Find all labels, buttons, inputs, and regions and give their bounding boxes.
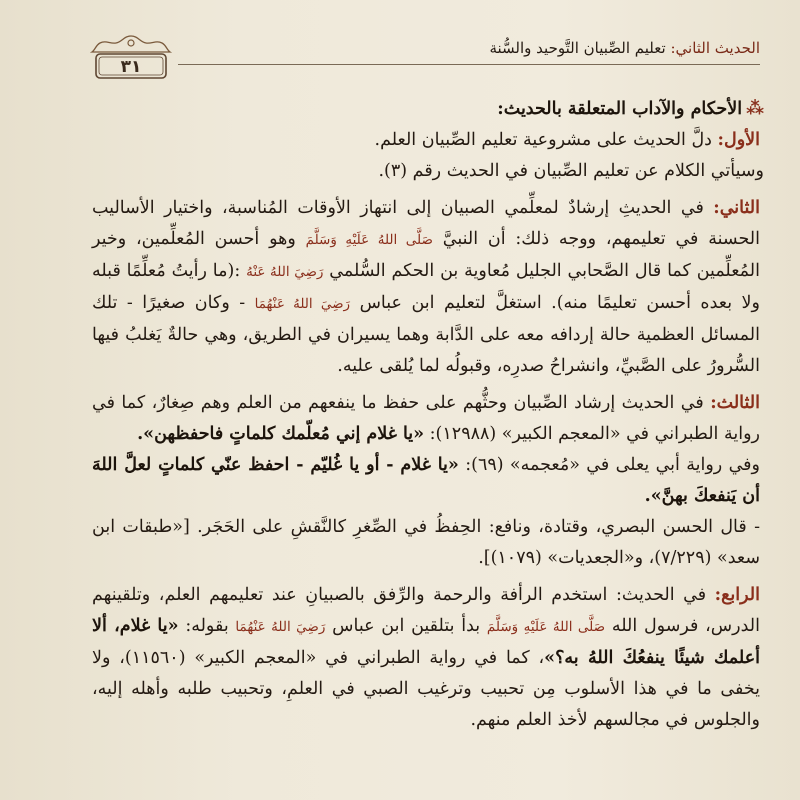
asterism-icon: ⁂	[746, 99, 764, 119]
point-third-text-a: في الحديث إرشاد الصِّبيان وحثُّهم على حفظ ما ينفعهم من العلم وهم صِغارٌ، كما في رواية الطبراني في «المعجم الكبير» (١٢٩٨٨):	[92, 393, 760, 444]
hadith-quote-1: «يا غلام إني مُعلّمك كلماتٍ فاحفظهن».	[137, 424, 425, 444]
point-fourth-text-d: ، كما في رواية الطبراني في «المعجم الكبير» (١١٥٦٠)، ولا يخفى ما في هذا الأسلوب مِن تحبيب وترغيب الصبي في العلمِ، وتحبيب طلبه وأهله إليه، والجلوس في مجالسهم لأخذ العلم منهم.	[92, 648, 760, 730]
point-first-text: دلَّ الحديث على مشروعية تعليم الصِّبيان العلم.	[374, 130, 712, 150]
hadith-quote-2: «يا غلام - أو يا غُليّم - احفظ عنّي كلماتٍ لعلَّ اللهَ أن يَنفعكَ بهنَّ».	[92, 455, 760, 506]
section-heading	[92, 94, 764, 125]
point-second-text-c: :(ما رأيتُ مُعلِّمًا قبله ولا بعده أحسن تعليمًا منه). استغلَّ لتعليم ابن عباس	[92, 261, 760, 313]
point-second-label: الثاني:	[713, 198, 760, 218]
header-title-label: الحديث الثاني:	[670, 39, 760, 57]
point-third	[92, 388, 764, 450]
section-heading-text: الأحكام والآداب المتعلقة بالحديث:	[497, 99, 743, 119]
point-third-label: الثالث:	[710, 393, 760, 413]
point-second-text-d: - وكان صغيرًا - تلك المسائل العظمية حالة إردافه معه على الدَّابة وهما يسيران في الطريق، وهي حالةٌ يَغلبُ فيها السُّرورُ على الصَّبيِّ، وانشراحُ صدرِه، وقبولُه لما يُلقى عليه.	[92, 293, 760, 376]
honorific-2: رَضِيَ اللهُ عَنْهُ	[246, 264, 324, 280]
point-fourth-text-c: بقوله:	[185, 616, 229, 636]
point-second-text-a: في الحديثِ إرشادٌ لمعلِّمي الصبيان إلى انتهاز الأوقات المُناسبة، واختيار الأساليب الحسنة في تعليمهم، ووجه ذلك: أن النبيَّ	[92, 198, 760, 249]
page-number: ٣١	[120, 57, 142, 77]
point-third-text-b: وفي رواية أبي يعلى في «مُعجمه» (٦٩):	[465, 455, 760, 475]
point-second	[92, 193, 764, 382]
header-title-text: تعليم الصِّبيان التَّوحيد والسُّنة	[489, 39, 666, 57]
header-rule	[178, 64, 760, 65]
point-fourth	[92, 580, 764, 736]
header-title	[489, 39, 760, 57]
page-body	[92, 94, 764, 736]
honorific-4: صَلَّى اللهُ عَلَيْهِ وَسَلَّمَ	[486, 619, 606, 635]
point-fourth-text-b: بدأ بتلقين ابن عباس	[332, 616, 481, 636]
point-first-note: وسيأتي الكلام عن تعليم الصِّبيان في الحديث رقم (٣).	[378, 161, 764, 181]
hadith-quote-3: «يا غلام، ألا أعلمك شيئًا ينفعُكَ اللهُ به؟»	[92, 616, 760, 668]
honorific-3: رَضِيَ اللهُ عَنْهُمَا	[254, 296, 351, 312]
running-header	[86, 34, 760, 84]
point-fourth-text-a: في الحديث: استخدم الرأفة والرحمة والرِّفق بالصبيانِ عند تعليمهم العلم، وتلقينهم الدرس، فرسول الله	[92, 585, 760, 636]
point-fourth-label: الرابع:	[714, 585, 760, 605]
point-second-text-b: وهو أحسن المُعلِّمين، وخير المُعلِّمين كما قال الصَّحابي الجليل مُعاوية بن الحكم السُّلمي	[92, 229, 760, 281]
point-first-label: الأول:	[717, 130, 760, 150]
honorific-1: صَلَّى اللهُ عَلَيْهِ وَسَلَّمَ	[305, 232, 433, 248]
point-first	[92, 125, 764, 156]
honorific-5: رَضِيَ اللهُ عَنْهُمَا	[235, 619, 326, 635]
point-third-second-narration	[92, 450, 764, 512]
point-third-note: - قال الحسن البصري، وقتادة، ونافع: الحِفظُ في الصِّغرِ كالنَّقشِ على الحَجَر. [«طبقات ابن سعد» (٧/٢٢٩)، و«الجعديات» (١٠٧٩)].	[92, 517, 760, 568]
